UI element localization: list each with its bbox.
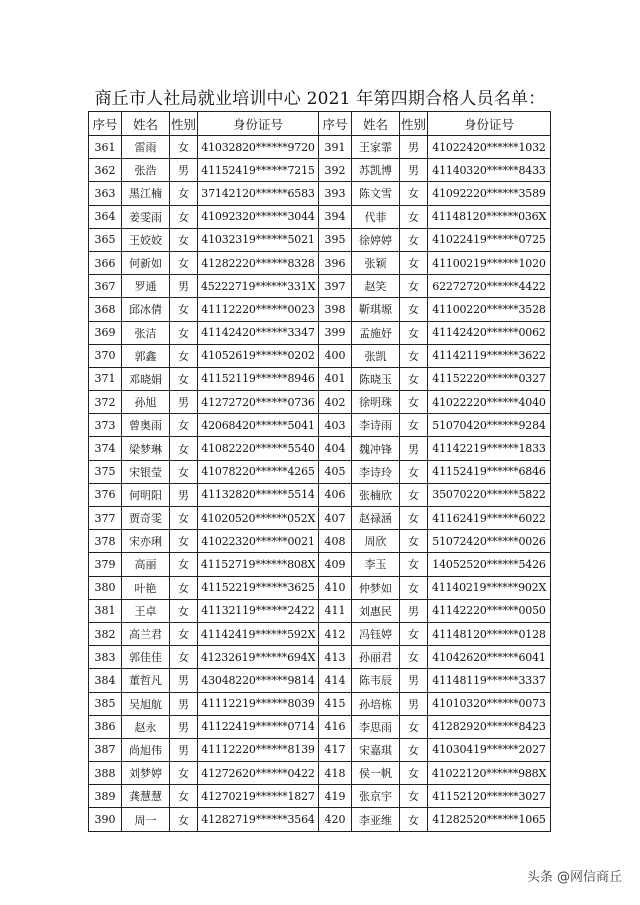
gender-cell: 女: [170, 136, 198, 159]
name-cell: 曾奥雨: [122, 414, 170, 437]
seq-cell: 370: [89, 344, 122, 367]
id-number-cell: 42068420******5041: [198, 414, 319, 437]
table-row: [89, 228, 551, 251]
name-cell: 罗通: [122, 275, 170, 298]
gender-cell: 男: [170, 715, 198, 738]
name-cell: 陈晓玉: [352, 367, 400, 390]
id-number-cell: 41132119******2422: [198, 599, 319, 622]
table-row: [89, 762, 551, 785]
id-number-cell: 41022220******4040: [428, 391, 551, 414]
seq-cell: 401: [319, 367, 352, 390]
seq-cell: 402: [319, 391, 352, 414]
seq-cell: 369: [89, 321, 122, 344]
id-number-cell: 41272620******0422: [198, 762, 319, 785]
name-cell: 叶艳: [122, 576, 170, 599]
name-cell: 孙培栋: [352, 692, 400, 715]
gender-cell: 女: [170, 205, 198, 228]
id-number-cell: 41022419******0725: [428, 228, 551, 251]
gender-cell: 女: [400, 576, 428, 599]
id-number-cell: 41148120******036X: [428, 205, 551, 228]
name-cell: 侯一帆: [352, 762, 400, 785]
name-cell: 李诗雨: [352, 414, 400, 437]
seq-cell: 410: [319, 576, 352, 599]
gender-cell: 男: [170, 483, 198, 506]
name-cell: 李诗玲: [352, 460, 400, 483]
id-number-cell: 43048220******9814: [198, 669, 319, 692]
seq-cell: 406: [319, 483, 352, 506]
name-cell: 孙丽君: [352, 646, 400, 669]
name-cell: 张凯: [352, 344, 400, 367]
id-number-cell: 51072420******0026: [428, 530, 551, 553]
name-cell: 周欣: [352, 530, 400, 553]
id-number-cell: 37142120******6583: [198, 182, 319, 205]
gender-cell: 男: [170, 669, 198, 692]
seq-cell: 418: [319, 762, 352, 785]
gender-cell: 女: [170, 507, 198, 530]
seq-cell: 384: [89, 669, 122, 692]
name-cell: 代菲: [352, 205, 400, 228]
gender-cell: 女: [400, 715, 428, 738]
seq-cell: 368: [89, 298, 122, 321]
name-cell: 贾奇雯: [122, 507, 170, 530]
name-cell: 孟施妤: [352, 321, 400, 344]
seq-cell: 375: [89, 460, 122, 483]
name-cell: 张颖: [352, 251, 400, 274]
seq-cell: 420: [319, 808, 352, 831]
seq-cell: 393: [319, 182, 352, 205]
id-number-cell: 41112220******8139: [198, 738, 319, 761]
roster-table: [88, 111, 551, 832]
id-number-cell: 41142219******1833: [428, 437, 551, 460]
gender-cell: 女: [400, 507, 428, 530]
gender-cell: 女: [400, 182, 428, 205]
gender-cell: 女: [170, 298, 198, 321]
gender-cell: 男: [400, 599, 428, 622]
seq-cell: 365: [89, 228, 122, 251]
seq-cell: 419: [319, 785, 352, 808]
name-cell: 董哲凡: [122, 669, 170, 692]
seq-cell: 380: [89, 576, 122, 599]
table-row: [89, 599, 551, 622]
gender-cell: 女: [400, 298, 428, 321]
name-cell: 张浩: [122, 159, 170, 182]
seq-cell: 361: [89, 136, 122, 159]
name-cell: 高兰君: [122, 622, 170, 645]
seq-cell: 364: [89, 205, 122, 228]
gender-cell: 女: [400, 414, 428, 437]
table-row: [89, 785, 551, 808]
table-row: [89, 576, 551, 599]
id-number-cell: 41152120******3027: [428, 785, 551, 808]
id-number-cell: 41100220******3528: [428, 298, 551, 321]
gender-cell: 女: [400, 251, 428, 274]
gender-cell: 女: [170, 785, 198, 808]
gender-cell: 女: [170, 321, 198, 344]
seq-cell: 404: [319, 437, 352, 460]
seq-cell: 386: [89, 715, 122, 738]
gender-cell: 女: [170, 808, 198, 831]
id-number-cell: 35070220******5822: [428, 483, 551, 506]
seq-cell: 408: [319, 530, 352, 553]
table-row: [89, 414, 551, 437]
name-cell: 黑江楠: [122, 182, 170, 205]
name-cell: 冯钰婷: [352, 622, 400, 645]
id-number-cell: 41112220******0023: [198, 298, 319, 321]
gender-cell: 男: [170, 692, 198, 715]
gender-cell: 女: [400, 205, 428, 228]
gender-cell: 女: [400, 367, 428, 390]
seq-cell: 391: [319, 136, 352, 159]
name-cell: 徐明珠: [352, 391, 400, 414]
name-cell: 宋嘉琪: [352, 738, 400, 761]
gender-cell: 女: [170, 530, 198, 553]
gender-cell: 男: [170, 159, 198, 182]
id-number-cell: 41282920******8423: [428, 715, 551, 738]
id-number-cell: 51070420******9284: [428, 414, 551, 437]
id-number-cell: 41232619******694X: [198, 646, 319, 669]
name-cell: 赵永: [122, 715, 170, 738]
gender-cell: 女: [400, 553, 428, 576]
name-cell: 姜雯雨: [122, 205, 170, 228]
name-cell: 宋亦琍: [122, 530, 170, 553]
id-number-cell: 41142420******0062: [428, 321, 551, 344]
id-number-cell: 41152719******808X: [198, 553, 319, 576]
gender-cell: 女: [170, 762, 198, 785]
gender-cell: 女: [400, 391, 428, 414]
seq-cell: 409: [319, 553, 352, 576]
table-row: [89, 738, 551, 761]
gender-cell: 男: [400, 692, 428, 715]
gender-cell: 女: [400, 344, 428, 367]
name-cell: 尚旭伟: [122, 738, 170, 761]
name-cell: 刘梦婷: [122, 762, 170, 785]
seq-cell: 372: [89, 391, 122, 414]
seq-cell: 363: [89, 182, 122, 205]
id-number-cell: 41282220******8328: [198, 251, 319, 274]
name-cell: 徐婷婷: [352, 228, 400, 251]
gender-cell: 女: [400, 530, 428, 553]
table-row: [89, 553, 551, 576]
seq-cell: 387: [89, 738, 122, 761]
id-number-cell: 41092220******3589: [428, 182, 551, 205]
table-row: [89, 205, 551, 228]
name-cell: 龚慧慧: [122, 785, 170, 808]
table-row: [89, 437, 551, 460]
seq-cell: 381: [89, 599, 122, 622]
seq-cell: 413: [319, 646, 352, 669]
gender-cell: 女: [170, 251, 198, 274]
table-row: [89, 483, 551, 506]
seq-cell: 415: [319, 692, 352, 715]
header-seq: 序号: [319, 112, 352, 136]
table-row: [89, 298, 551, 321]
seq-cell: 374: [89, 437, 122, 460]
table-row: [89, 460, 551, 483]
id-number-cell: 41152419******6846: [428, 460, 551, 483]
header-gender: 性别: [400, 112, 428, 136]
name-cell: 吴旭航: [122, 692, 170, 715]
table-row: [89, 692, 551, 715]
seq-cell: 373: [89, 414, 122, 437]
id-number-cell: 41022120******988X: [428, 762, 551, 785]
name-cell: 陈韦辰: [352, 669, 400, 692]
seq-cell: 379: [89, 553, 122, 576]
seq-cell: 362: [89, 159, 122, 182]
seq-cell: 389: [89, 785, 122, 808]
seq-cell: 411: [319, 599, 352, 622]
id-number-cell: 41078220******4265: [198, 460, 319, 483]
gender-cell: 女: [170, 599, 198, 622]
id-number-cell: 62272720******4422: [428, 275, 551, 298]
name-cell: 赵笑: [352, 275, 400, 298]
source-watermark: 头条 @网信商丘: [526, 870, 622, 885]
header-id-number: 身份证号: [198, 112, 319, 136]
gender-cell: 男: [170, 738, 198, 761]
table-row: [89, 646, 551, 669]
seq-cell: 405: [319, 460, 352, 483]
seq-cell: 371: [89, 367, 122, 390]
table-row: [89, 808, 551, 831]
table-row: [89, 251, 551, 274]
id-number-cell: 41042620******6041: [428, 646, 551, 669]
seq-cell: 397: [319, 275, 352, 298]
gender-cell: 男: [400, 136, 428, 159]
id-number-cell: 41010320******0073: [428, 692, 551, 715]
seq-cell: 377: [89, 507, 122, 530]
id-number-cell: 41142419******592X: [198, 622, 319, 645]
seq-cell: 394: [319, 205, 352, 228]
seq-cell: 382: [89, 622, 122, 645]
seq-cell: 388: [89, 762, 122, 785]
id-number-cell: 41030419******2027: [428, 738, 551, 761]
id-number-cell: 41032319******5021: [198, 228, 319, 251]
table-row: [89, 321, 551, 344]
id-number-cell: 41152219******3625: [198, 576, 319, 599]
gender-cell: 女: [170, 622, 198, 645]
gender-cell: 女: [400, 622, 428, 645]
table-row: [89, 715, 551, 738]
id-number-cell: 41140320******8433: [428, 159, 551, 182]
name-cell: 张京宇: [352, 785, 400, 808]
seq-cell: 392: [319, 159, 352, 182]
id-number-cell: 41092320******3044: [198, 205, 319, 228]
name-cell: 孙旭: [122, 391, 170, 414]
id-number-cell: 41122419******0714: [198, 715, 319, 738]
gender-cell: 女: [400, 460, 428, 483]
id-number-cell: 41082220******5540: [198, 437, 319, 460]
gender-cell: 女: [170, 437, 198, 460]
id-number-cell: 41162419******6022: [428, 507, 551, 530]
seq-cell: 367: [89, 275, 122, 298]
gender-cell: 女: [170, 182, 198, 205]
gender-cell: 男: [400, 437, 428, 460]
seq-cell: 398: [319, 298, 352, 321]
gender-cell: 女: [400, 275, 428, 298]
table-row: [89, 530, 551, 553]
name-cell: 梁梦琳: [122, 437, 170, 460]
name-cell: 王家霏: [352, 136, 400, 159]
gender-cell: 女: [170, 646, 198, 669]
seq-cell: 376: [89, 483, 122, 506]
seq-cell: 403: [319, 414, 352, 437]
gender-cell: 男: [170, 275, 198, 298]
gender-cell: 女: [170, 414, 198, 437]
header-gender: 性别: [170, 112, 198, 136]
name-cell: 刘惠民: [352, 599, 400, 622]
table-row: [89, 182, 551, 205]
id-number-cell: 41052619******0202: [198, 344, 319, 367]
gender-cell: 女: [400, 785, 428, 808]
id-number-cell: 41282520******1065: [428, 808, 551, 831]
gender-cell: 女: [400, 738, 428, 761]
id-number-cell: 41148120******0128: [428, 622, 551, 645]
name-cell: 张楠欣: [352, 483, 400, 506]
gender-cell: 女: [400, 762, 428, 785]
table-row: [89, 367, 551, 390]
gender-cell: 女: [170, 460, 198, 483]
seq-cell: 378: [89, 530, 122, 553]
name-cell: 何明阳: [122, 483, 170, 506]
id-number-cell: 41152220******0327: [428, 367, 551, 390]
id-number-cell: 41148119******3337: [428, 669, 551, 692]
name-cell: 郭佳佳: [122, 646, 170, 669]
name-cell: 宋银莹: [122, 460, 170, 483]
name-cell: 李亚维: [352, 808, 400, 831]
name-cell: 陈文雪: [352, 182, 400, 205]
name-cell: 邓晓娟: [122, 367, 170, 390]
id-number-cell: 41032820******9720: [198, 136, 319, 159]
table-row: [89, 391, 551, 414]
id-number-cell: 41112219******8039: [198, 692, 319, 715]
name-cell: 仲梦如: [352, 576, 400, 599]
seq-cell: 412: [319, 622, 352, 645]
name-cell: 李思雨: [352, 715, 400, 738]
id-number-cell: 41282719******3564: [198, 808, 319, 831]
header-id-number: 身份证号: [428, 112, 551, 136]
gender-cell: 女: [170, 344, 198, 367]
table-row: [89, 507, 551, 530]
seq-cell: 395: [319, 228, 352, 251]
name-cell: 周一: [122, 808, 170, 831]
gender-cell: 女: [170, 553, 198, 576]
name-cell: 魏冲锋: [352, 437, 400, 460]
header-name: 姓名: [122, 112, 170, 136]
gender-cell: 男: [170, 391, 198, 414]
seq-cell: 399: [319, 321, 352, 344]
id-number-cell: 41100219******1020: [428, 251, 551, 274]
name-cell: 郭鑫: [122, 344, 170, 367]
table-row: [89, 669, 551, 692]
table-row: [89, 275, 551, 298]
document-title: 商丘市人社局就业培训中心 2021 年第四期合格人员名单：: [94, 89, 546, 109]
id-number-cell: 41022320******0021: [198, 530, 319, 553]
seq-cell: 390: [89, 808, 122, 831]
name-cell: 苏凯博: [352, 159, 400, 182]
header-seq: 序号: [89, 112, 122, 136]
id-number-cell: 45222719******331X: [198, 275, 319, 298]
table-header-row: [89, 112, 551, 136]
id-number-cell: 41132820******5514: [198, 483, 319, 506]
table-row: [89, 344, 551, 367]
gender-cell: 女: [170, 576, 198, 599]
seq-cell: 416: [319, 715, 352, 738]
name-cell: 赵禄涵: [352, 507, 400, 530]
id-number-cell: 41142420******3347: [198, 321, 319, 344]
id-number-cell: 41270219******1827: [198, 785, 319, 808]
table-row: [89, 159, 551, 182]
id-number-cell: 41152419******7215: [198, 159, 319, 182]
table-row: [89, 136, 551, 159]
id-number-cell: 41152119******8946: [198, 367, 319, 390]
header-name: 姓名: [352, 112, 400, 136]
gender-cell: 女: [400, 228, 428, 251]
seq-cell: 407: [319, 507, 352, 530]
id-number-cell: 41020520******052X: [198, 507, 319, 530]
seq-cell: 414: [319, 669, 352, 692]
seq-cell: 385: [89, 692, 122, 715]
seq-cell: 400: [319, 344, 352, 367]
id-number-cell: 41142220******0050: [428, 599, 551, 622]
gender-cell: 女: [170, 228, 198, 251]
name-cell: 何新如: [122, 251, 170, 274]
name-cell: 邱冰倩: [122, 298, 170, 321]
id-number-cell: 41022420******1032: [428, 136, 551, 159]
name-cell: 王卓: [122, 599, 170, 622]
name-cell: 李玉: [352, 553, 400, 576]
seq-cell: 383: [89, 646, 122, 669]
gender-cell: 男: [400, 669, 428, 692]
name-cell: 靳琪塬: [352, 298, 400, 321]
seq-cell: 366: [89, 251, 122, 274]
name-cell: 高丽: [122, 553, 170, 576]
id-number-cell: 41272720******0736: [198, 391, 319, 414]
id-number-cell: 14052520******5426: [428, 553, 551, 576]
table-row: [89, 622, 551, 645]
id-number-cell: 41140219******902X: [428, 576, 551, 599]
gender-cell: 女: [170, 367, 198, 390]
name-cell: 雷雨: [122, 136, 170, 159]
seq-cell: 396: [319, 251, 352, 274]
id-number-cell: 41142119******3622: [428, 344, 551, 367]
gender-cell: 女: [400, 321, 428, 344]
gender-cell: 女: [400, 808, 428, 831]
gender-cell: 女: [400, 646, 428, 669]
name-cell: 张洁: [122, 321, 170, 344]
gender-cell: 女: [400, 483, 428, 506]
seq-cell: 417: [319, 738, 352, 761]
name-cell: 王姣姣: [122, 228, 170, 251]
gender-cell: 男: [400, 159, 428, 182]
